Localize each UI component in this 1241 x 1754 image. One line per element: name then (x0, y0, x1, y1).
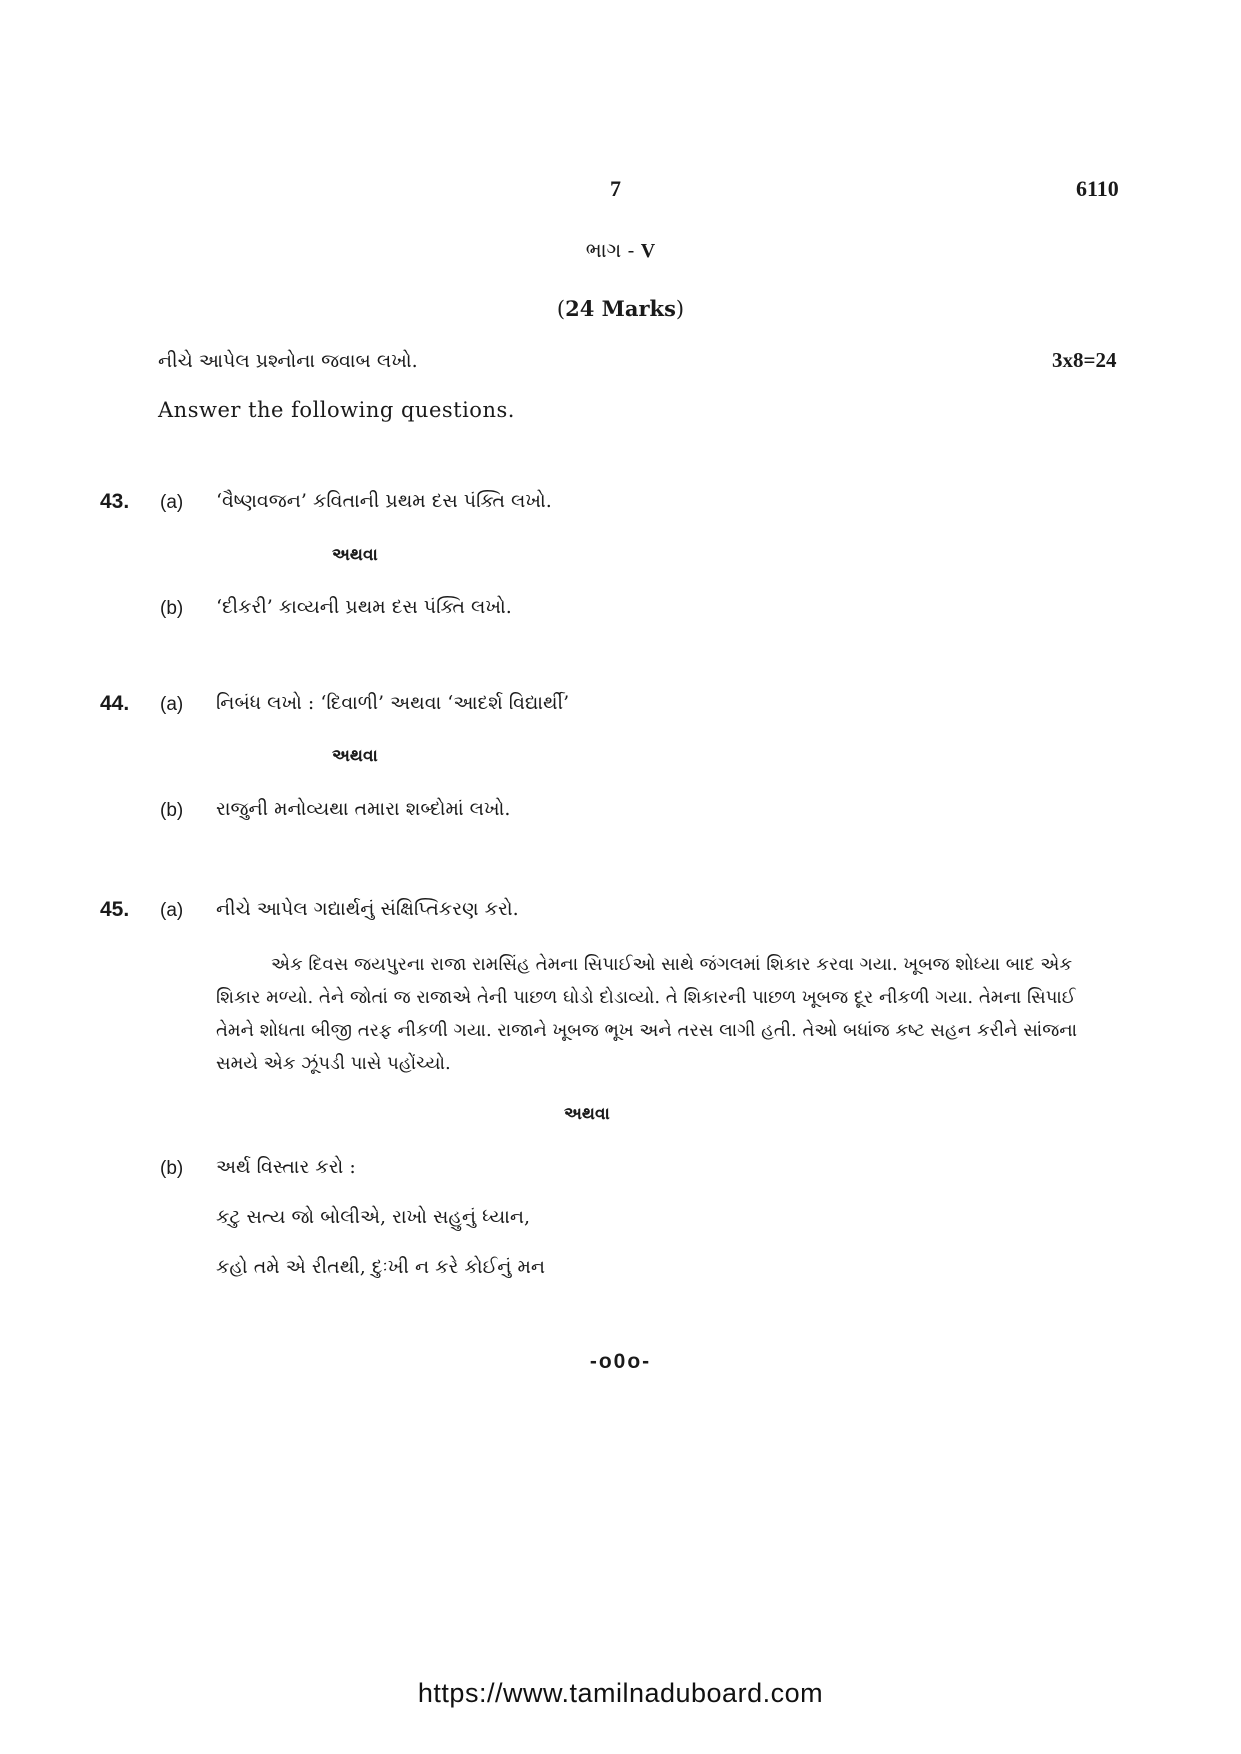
footer-url: https://www.tamilnaduboard.com (417, 1678, 824, 1708)
question-45-verse-line-1: કટુ સત્ય જો બોલીએ, રાખો સહુનું ધ્યાન, (216, 1206, 531, 1228)
instruction-gujarati: નીચે આપેલ પ્રશ્નોના જવાબ લખો. (158, 350, 418, 372)
instruction-english: Answer the following questions. (158, 398, 515, 422)
question-45-verse-line-2: કહો તમે એ રીતથી, દુઃખી ન કરે કોઈનું મન (216, 1256, 546, 1278)
paper-code: 6110 (1076, 176, 1119, 201)
question-44-option-a-text: નિબંધ લખો : ‘દિવાળી’ અથવા ‘આદર્શ વિદ્યાર્થી’ (216, 692, 570, 714)
marks-open-paren: ( (556, 297, 566, 321)
question-45-number: 45. (100, 898, 130, 921)
question-45-option-a-text: નીચે આપેલ ગદ્યાર્થનું સંક્ષિપ્તિકરણ કરો. (216, 898, 519, 920)
question-43-option-a-label: (a) (160, 492, 184, 513)
question-45-option-b-text: અર્થ વિસ્તાર કરો : (216, 1156, 356, 1178)
marks-text: 24 Marks (565, 296, 676, 321)
question-45-passage: એક દિવસ જયપુરના રાજા રામસિંહ તેમના સિપાઈઓ સાથે જંગલમાં શિકાર કરવા ગયા. ખૂબજ શોધ્યા બાદ એક શિકાર મળ્યો. તેને જોતાં જ રાજાએ તેની પાછળ ઘોડો દોડાવ્યો. તે શિકારની પાછળ ખૂબજ દૂર નીકળી ગયા. તેમના સિપાઈ તેમને શોધતા બીજી તરફ નીકળી ગયા. રાજાને ખૂબજ ભૂખ અને તરસ લાગી હતી. તેઓ બધાંજ કષ્ટ સહન કરીને સાંજના સમયે એક ઝૂંપડી પાસે પહોંચ્યો. (216, 954, 1078, 1074)
question-43-option-b-text: ‘દીકરી’ કાવ્યની પ્રથમ દસ પંક્તિ લખો. (216, 596, 512, 618)
end-of-paper-mark: -o0o- (589, 1350, 652, 1373)
marks-close-paren: ) (675, 297, 685, 321)
question-45-or: અથવા (564, 1104, 610, 1124)
question-44-number: 44. (100, 692, 130, 715)
question-43-option-b-label: (b) (160, 598, 184, 619)
section-title-gujarati: ભાગ - (585, 238, 635, 262)
section-title-roman: V (640, 240, 656, 262)
page-number: 7 (610, 176, 621, 201)
section-marks (0, 296, 1241, 321)
question-43-number: 43. (100, 490, 130, 513)
section-title (0, 238, 1241, 263)
question-43-option-a-text: ‘વૈષ્ણવજન’ કવિતાની પ્રથમ દસ પંક્તિ લખો. (216, 490, 552, 512)
question-44-option-b-label: (b) (160, 800, 184, 821)
question-44-option-a-label: (a) (160, 694, 184, 715)
question-44-option-b-text: રાજુની મનોવ્યથા તમારા શબ્દોમાં લખો. (216, 798, 511, 820)
question-44-or: અથવા (332, 746, 378, 766)
question-45-option-a-label: (a) (160, 900, 184, 921)
instruction-marks: 3x8=24 (1052, 348, 1117, 372)
question-45-option-b-label: (b) (160, 1158, 184, 1179)
question-43-or: અથવા (332, 545, 378, 565)
